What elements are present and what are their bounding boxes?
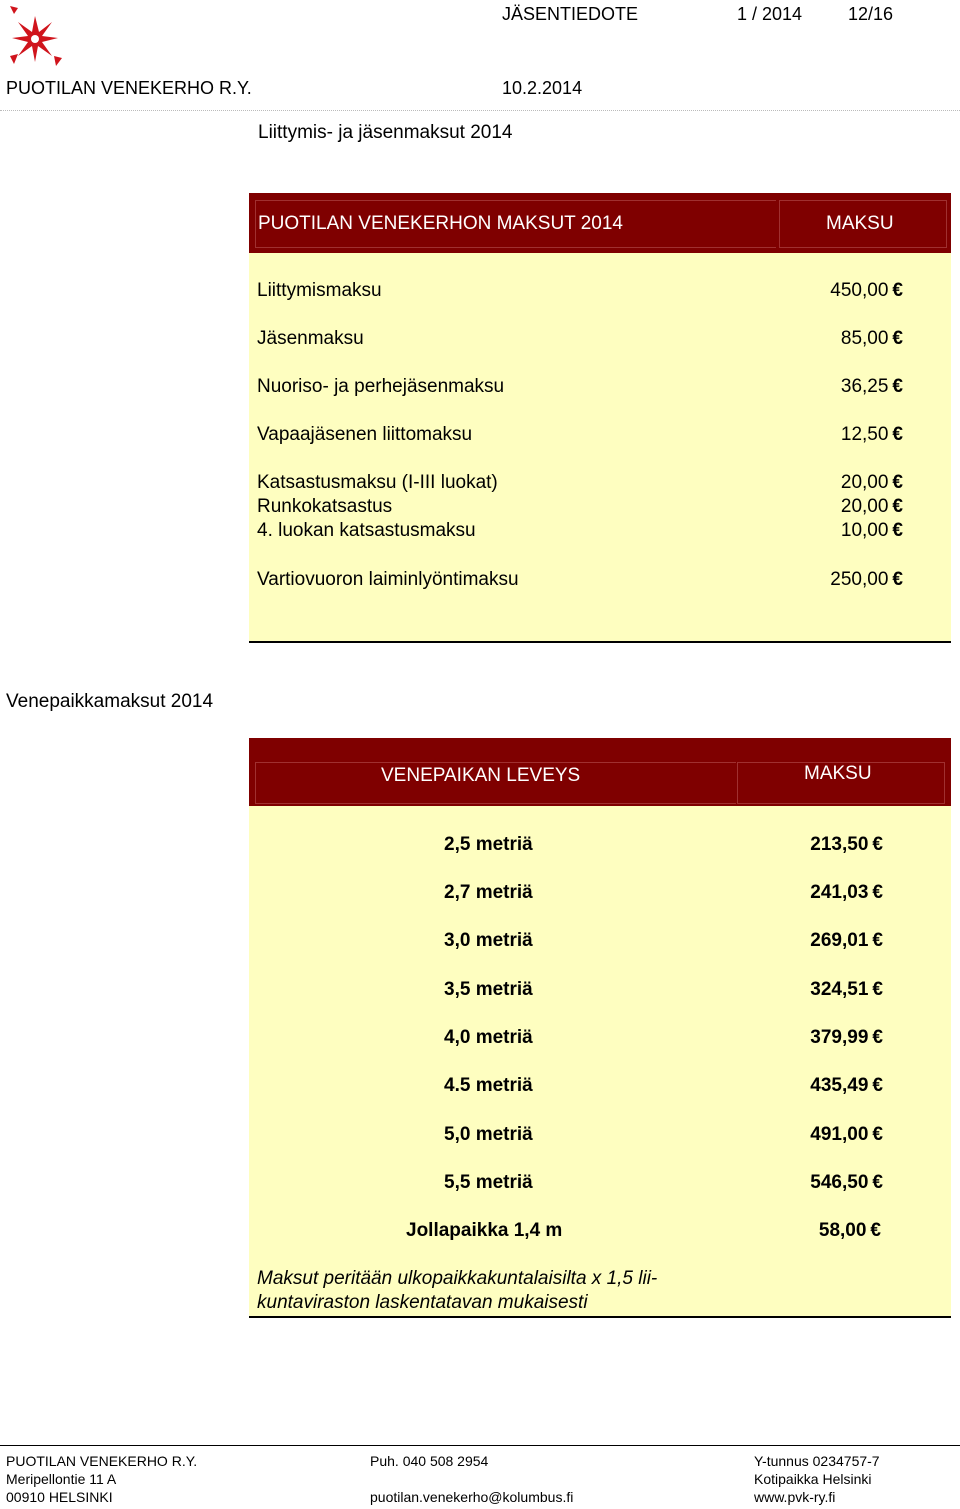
fee-value: 250,00 €	[830, 569, 903, 590]
table-header	[249, 738, 951, 806]
footer-domicile: Kotipaikka Helsinki	[754, 1471, 872, 1487]
header-cell-fee	[737, 762, 945, 804]
berth-width: 3,5 metriä	[444, 979, 533, 1000]
fee-value: 36,25 €	[840, 376, 903, 397]
fee-value: 450,00 €	[830, 280, 903, 301]
fee-label: Katsastusmaksu (I-III luokat)	[257, 472, 498, 493]
euro-icon: €	[872, 1075, 883, 1096]
euro-icon: €	[872, 1172, 883, 1193]
footer-city: 00910 HELSINKI	[6, 1489, 113, 1505]
footer-website[interactable]: www.pvk-ry.fi	[754, 1489, 836, 1505]
section2-title: Venepaikkamaksut 2014	[6, 691, 214, 712]
berth-fee: 546,50 €	[810, 1172, 883, 1193]
berth-width: 5,0 metriä	[444, 1124, 533, 1145]
berth-fee: 491,00 €	[810, 1124, 883, 1145]
berth-fee: 269,01 €	[810, 930, 883, 951]
header-divider	[0, 110, 960, 112]
fee-label: Vapaajäsenen liittomaksu	[257, 424, 473, 445]
table-bottom-rule	[249, 641, 951, 643]
dinghy-berth-fee: 58,00 €	[818, 1220, 881, 1241]
club-logo	[6, 4, 64, 70]
berth-fee: 241,03 €	[810, 882, 883, 903]
table-bottom-rule	[249, 1316, 951, 1318]
fee-value: 20,00 €	[840, 472, 903, 493]
berth-width: 4.5 metriä	[444, 1075, 533, 1096]
berth-width: 2,5 metriä	[444, 834, 533, 855]
header-cell-name	[255, 200, 776, 248]
berth-width: 4,0 metriä	[444, 1027, 533, 1048]
fee-note: Maksut peritään ulkopaikkakuntalaisilta x 1,5 lii-kuntaviraston laskentatavan mukaisesti	[257, 1268, 658, 1313]
table-body	[249, 806, 951, 1316]
header-cell-width	[255, 762, 736, 804]
euro-icon: €	[872, 979, 883, 1000]
euro-icon: €	[872, 834, 883, 855]
euro-icon: €	[870, 1220, 881, 1241]
fee-label: Jäsenmaksu	[257, 328, 364, 349]
footer-business-id: Y-tunnus 0234757-7	[754, 1453, 880, 1469]
document-date: 10.2.2014	[502, 78, 583, 98]
euro-icon: €	[872, 882, 883, 903]
fee-value: 12,50 €	[840, 424, 903, 445]
table-header	[249, 193, 951, 253]
berth-fee: 213,50 €	[810, 834, 883, 855]
fee-label: Runkokatsastus	[257, 496, 393, 517]
euro-icon: €	[892, 424, 903, 445]
berth-fees-table	[249, 738, 951, 1318]
column-header-fee: MAKSU	[804, 763, 872, 784]
fee-value: 10,00 €	[840, 520, 903, 541]
page-number: 12/16	[848, 4, 894, 24]
euro-icon: €	[892, 376, 903, 397]
euro-icon: €	[872, 1124, 883, 1145]
fee-label: 4. luokan katsastusmaksu	[257, 520, 476, 541]
fee-label: Nuoriso- ja perhejäsenmaksu	[257, 376, 505, 397]
document-title: JÄSENTIEDOTE	[502, 4, 639, 24]
footer-phone: Puh. 040 508 2954	[370, 1453, 489, 1469]
membership-fees-table	[249, 193, 951, 643]
column-header-fees: PUOTILAN VENEKERHON MAKSUT 2014	[258, 213, 623, 234]
issue-number: 1 / 2014	[737, 4, 803, 24]
berth-width: 3,0 metriä	[444, 930, 533, 951]
berth-width: 2,7 metriä	[444, 882, 533, 903]
column-header-fee: MAKSU	[826, 213, 894, 234]
table-body	[249, 253, 951, 641]
footer-org: PUOTILAN VENEKERHO R.Y.	[6, 1453, 198, 1469]
euro-icon: €	[872, 930, 883, 951]
section1-title: Liittymis- ja jäsenmaksut 2014	[258, 122, 513, 143]
euro-icon: €	[892, 472, 903, 493]
fee-value: 85,00 €	[840, 328, 903, 349]
header-cell-fee	[779, 200, 947, 248]
footer-email[interactable]: puotilan.venekerho@kolumbus.fi	[370, 1489, 574, 1505]
euro-icon: €	[892, 280, 903, 301]
fee-value: 20,00 €	[840, 496, 903, 517]
footer-address: Meripellontie 11 A	[6, 1471, 117, 1487]
dinghy-berth-label: Jollapaikka 1,4 m	[406, 1220, 563, 1241]
column-header-width: VENEPAIKAN LEVEYS	[381, 765, 581, 786]
berth-fee: 379,99 €	[810, 1027, 883, 1048]
berth-fee: 324,51 €	[810, 979, 883, 1000]
euro-icon: €	[892, 569, 903, 590]
berth-fee: 435,49 €	[810, 1075, 883, 1096]
organization-name: PUOTILAN VENEKERHO R.Y.	[6, 78, 252, 98]
fee-label: Liittymismaksu	[257, 280, 382, 301]
euro-icon: €	[892, 520, 903, 541]
footer-divider	[0, 1445, 960, 1446]
berth-width: 5,5 metriä	[444, 1172, 533, 1193]
euro-icon: €	[892, 496, 903, 517]
euro-icon: €	[872, 1027, 883, 1048]
euro-icon: €	[892, 328, 903, 349]
fee-label: Vartiovuoron laiminlyöntimaksu	[257, 569, 519, 590]
